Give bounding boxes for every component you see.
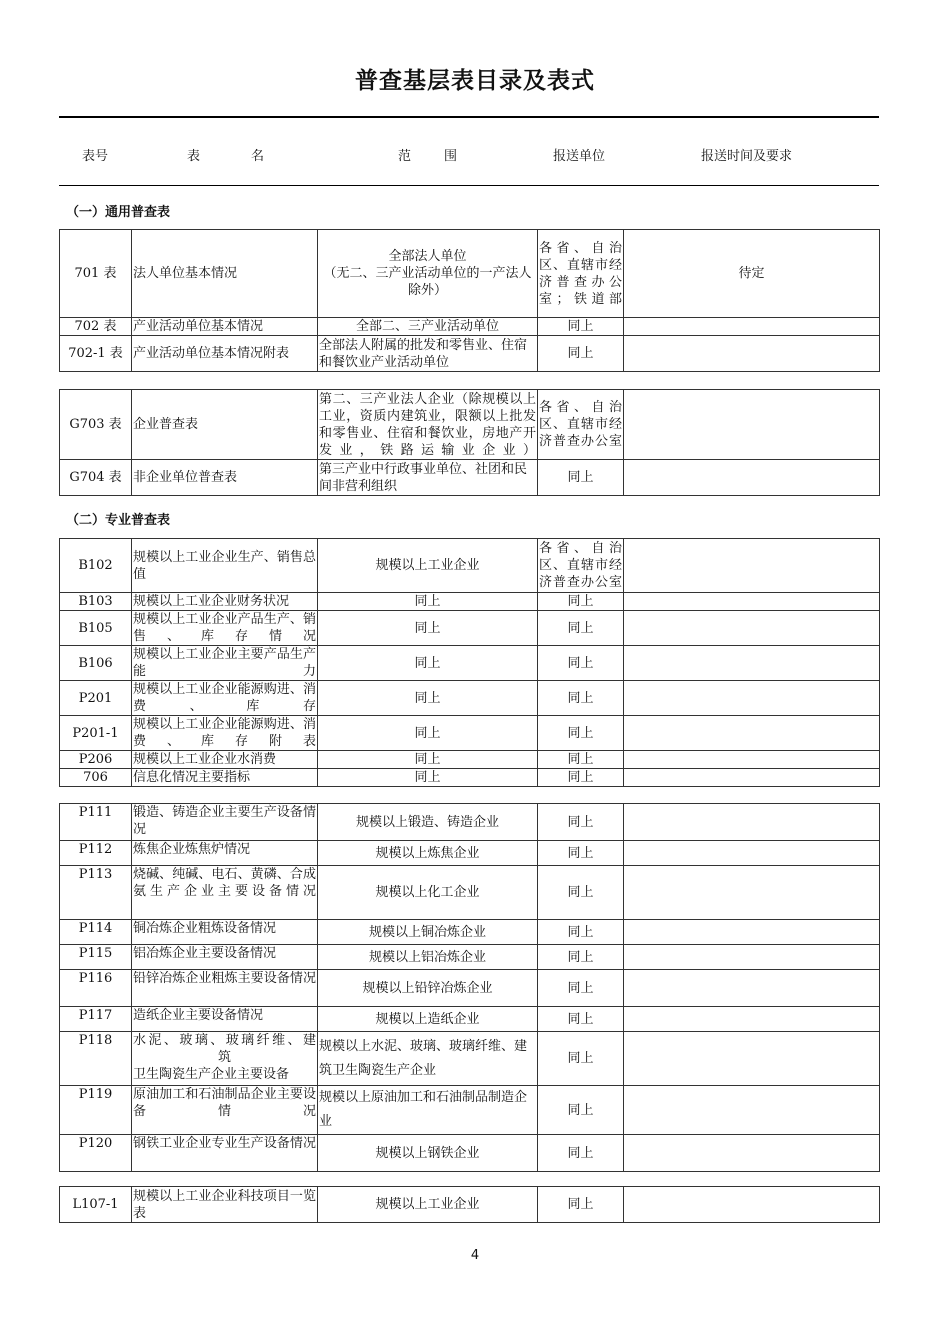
table-row — [60, 1007, 880, 1032]
table-row — [60, 539, 880, 593]
submit-unit-cell: 同上 — [538, 1187, 624, 1223]
table-name-line: 卫生陶瓷生产企业主要设备 — [133, 1067, 290, 1082]
table-no-cell: 702 表 — [60, 318, 132, 336]
table-row — [60, 646, 880, 681]
table-no-cell: P117 — [60, 1007, 132, 1032]
submit-time-cell: 待定 — [624, 230, 880, 318]
header-scope-2: 围 — [444, 149, 458, 164]
table-no-cell: B103 — [60, 593, 132, 611]
special-table-group-c — [59, 538, 880, 787]
submit-unit-cell: 同上 — [538, 945, 624, 970]
table-row — [60, 866, 880, 920]
table-name-cell: 规模以上工业企业生产、销售总值 — [132, 539, 318, 593]
table-no-cell: P120 — [60, 1135, 132, 1172]
submit-time-cell — [624, 1086, 880, 1135]
table-row — [60, 336, 880, 372]
submit-time-cell — [624, 593, 880, 611]
submit-unit-cell: 同上 — [538, 593, 624, 611]
scope-cell: 全部法人附属的批发和零售业、住宿和餐饮业产业活动单位 — [318, 336, 538, 372]
table-name-cell — [132, 1032, 318, 1086]
submit-time-cell — [624, 866, 880, 920]
table-row — [60, 970, 880, 1007]
submit-time-cell — [624, 318, 880, 336]
scope-cell: 第三产业中行政事业单位、社团和民间非营利组织 — [318, 460, 538, 496]
table-name-cell: 锻造、铸造企业主要生产设备情况 — [132, 804, 318, 841]
general-table-group-b — [59, 389, 880, 496]
table-name-cell: 规模以上工业企业能源购进、消费、库存 — [133, 682, 316, 714]
table-row — [60, 681, 880, 716]
scope-cell: 规模以上铅锌冶炼企业 — [318, 970, 538, 1007]
table-row — [60, 230, 880, 318]
table-row — [60, 1032, 880, 1086]
scope-cell: 规模以上工业企业 — [318, 539, 538, 593]
submit-time-cell — [624, 646, 880, 681]
submit-time-cell — [624, 945, 880, 970]
table-no-cell: P112 — [60, 841, 132, 866]
submit-unit-cell: 同上 — [538, 681, 624, 716]
submit-unit-cell: 各省、自治区、直辖市经济普查办公室 — [538, 539, 624, 593]
scope-cell: 同上 — [318, 751, 538, 769]
scope-cell: 规模以上炼焦企业 — [318, 841, 538, 866]
table-name-cell: 造纸企业主要设备情况 — [132, 1007, 318, 1032]
scope-cell: 同上 — [318, 646, 538, 681]
table-name-line: 筑 — [217, 1050, 231, 1065]
table-row — [60, 841, 880, 866]
table-row — [60, 920, 880, 945]
header-table-no: 表号 — [82, 149, 109, 164]
table-row — [60, 769, 880, 787]
table-name-cell: 铜冶炼企业粗炼设备情况 — [132, 920, 318, 945]
header-submit-time: 报送时间及要求 — [701, 149, 793, 164]
table-row — [60, 1187, 880, 1223]
scope-cell — [318, 230, 538, 318]
scope-cell: 同上 — [318, 769, 538, 787]
scope-cell: 规模以上水泥、玻璃、玻璃纤维、建筑卫生陶瓷生产企业 — [318, 1032, 538, 1086]
scope-cell: 规模以上造纸企业 — [318, 1007, 538, 1032]
submit-unit-cell: 同上 — [538, 970, 624, 1007]
table-name-cell: 炼焦企业炼焦炉情况 — [132, 841, 318, 866]
scope-cell: 规模以上铝冶炼企业 — [318, 945, 538, 970]
table-name-cell: 铅锌冶炼企业粗炼主要设备情况 — [132, 970, 318, 1007]
header-rule — [59, 185, 879, 186]
submit-unit-cell: 同上 — [538, 1135, 624, 1172]
table-no-cell: P201-1 — [60, 716, 132, 751]
section-special-heading: （二）专业普查表 — [66, 513, 171, 528]
table-no-cell: P114 — [60, 920, 132, 945]
table-name-cell: 规模以上工业企业能源购进、消费、库存附表 — [133, 717, 316, 749]
header-table-name-2: 名 — [251, 149, 265, 164]
submit-unit-cell: 同上 — [538, 336, 624, 372]
table-row — [60, 1135, 880, 1172]
submit-time-cell — [624, 460, 880, 496]
table-row — [60, 716, 880, 751]
table-no-cell: P118 — [60, 1032, 132, 1086]
submit-unit-cell: 同上 — [538, 1007, 624, 1032]
table-no-cell: B106 — [60, 646, 132, 681]
submit-unit-cell: 同上 — [538, 841, 624, 866]
table-no-cell: B105 — [60, 611, 132, 646]
table-no-cell: L107-1 — [60, 1187, 132, 1223]
table-name-cell: 规模以上工业企业主要产品生产能力 — [133, 647, 316, 679]
table-name-cell: 企业普查表 — [132, 390, 318, 460]
submit-unit-cell: 同上 — [538, 646, 624, 681]
scope-cell: 同上 — [318, 681, 538, 716]
submit-time-cell — [624, 920, 880, 945]
submit-time-cell — [624, 716, 880, 751]
table-name-cell: 铝冶炼企业主要设备情况 — [132, 945, 318, 970]
submit-time-cell — [624, 1032, 880, 1086]
table-no-cell: P119 — [60, 1086, 132, 1135]
table-row — [60, 1086, 880, 1135]
table-no-cell: G704 表 — [60, 460, 132, 496]
table-no-cell: P113 — [60, 866, 132, 920]
table-no-cell: 706 — [60, 769, 132, 787]
table-name-cell: 规模以上工业企业水消费 — [132, 751, 318, 769]
table-row — [60, 945, 880, 970]
scope-cell: 规模以上铜冶炼企业 — [318, 920, 538, 945]
table-name-line: 水泥、玻璃、玻璃纤维、建 — [133, 1033, 316, 1048]
table-name-cell: 规模以上工业企业科技项目一览表 — [133, 1188, 316, 1221]
table-no-cell: P201 — [60, 681, 132, 716]
scope-cell: 规模以上原油加工和石油制品制造企业 — [318, 1086, 538, 1135]
table-name-cell: 钢铁工业企业专业生产设备情况 — [132, 1135, 318, 1172]
scope-cell: 规模以上锻造、铸造企业 — [318, 804, 538, 841]
section-general-heading: （一）通用普查表 — [66, 205, 171, 220]
submit-unit-cell: 各省、自治区、直辖市经济普查办公室；铁道部 — [538, 230, 624, 318]
submit-time-cell — [624, 1007, 880, 1032]
scope-line: （无二、三产业活动单位的一产法人除外） — [323, 266, 532, 298]
submit-unit-cell: 同上 — [538, 460, 624, 496]
page-number: 4 — [470, 1248, 480, 1263]
table-no-cell: G703 表 — [60, 390, 132, 460]
header-table-name-1: 表 — [187, 149, 201, 164]
submit-unit-cell: 同上 — [538, 866, 624, 920]
table-name-cell: 法人单位基本情况 — [132, 230, 318, 318]
scope-cell: 全部二、三产业活动单位 — [318, 318, 538, 336]
submit-time-cell — [624, 1187, 880, 1223]
table-no-cell: 701 表 — [60, 230, 132, 318]
table-name-cell: 规模以上工业企业财务状况 — [132, 593, 318, 611]
table-row — [60, 460, 880, 496]
table-name-cell: 规模以上工业企业产品生产、销售、库存情况 — [133, 612, 316, 644]
special-table-group-d — [59, 803, 880, 1172]
submit-time-cell — [624, 751, 880, 769]
scope-line: 全部法人单位 — [388, 249, 467, 264]
submit-unit-cell: 同上 — [538, 611, 624, 646]
submit-unit-cell: 同上 — [538, 804, 624, 841]
scope-cell: 规模以上钢铁企业 — [318, 1135, 538, 1172]
title-rule — [59, 116, 879, 118]
submit-time-cell — [624, 611, 880, 646]
submit-unit-cell: 同上 — [538, 318, 624, 336]
scope-cell: 同上 — [318, 593, 538, 611]
header-scope-1: 范 — [398, 149, 412, 164]
table-no-cell: P206 — [60, 751, 132, 769]
scope-cell: 第二、三产业法人企业（除规模以上工业，资质内建筑业，限额以上批发和零售业、住宿和餐饮业，房地产开发业，铁路运输业企业） — [319, 391, 536, 458]
submit-time-cell — [624, 769, 880, 787]
table-no-cell: P115 — [60, 945, 132, 970]
submit-time-cell — [624, 539, 880, 593]
table-name-cell: 烧碱、纯碱、电石、黄磷、合成氨生产企业主要设备情况 — [132, 866, 318, 920]
submit-unit-cell: 同上 — [538, 1032, 624, 1086]
table-no-cell: B102 — [60, 539, 132, 593]
table-row — [60, 318, 880, 336]
table-row — [60, 390, 880, 460]
submit-unit-cell: 同上 — [538, 716, 624, 751]
submit-time-cell — [624, 336, 880, 372]
submit-unit-cell: 同上 — [538, 1086, 624, 1135]
table-no-cell: 702-1 表 — [60, 336, 132, 372]
table-name-cell: 原油加工和石油制品企业主要设备情况 — [132, 1086, 318, 1135]
submit-time-cell — [624, 841, 880, 866]
table-row — [60, 804, 880, 841]
page-title: 普查基层表目录及表式 — [355, 68, 595, 94]
submit-unit-cell: 各省、自治区、直辖市经济普查办公室 — [538, 390, 624, 460]
table-row — [60, 611, 880, 646]
submit-unit-cell: 同上 — [538, 769, 624, 787]
header-submit-unit: 报送单位 — [553, 149, 606, 164]
table-name-cell: 非企业单位普查表 — [132, 460, 318, 496]
submit-time-cell — [624, 390, 880, 460]
submit-time-cell — [624, 1135, 880, 1172]
scope-cell: 规模以上工业企业 — [318, 1187, 538, 1223]
scope-cell: 同上 — [318, 716, 538, 751]
table-name-cell: 产业活动单位基本情况 — [132, 318, 318, 336]
table-name-cell: 产业活动单位基本情况附表 — [132, 336, 318, 372]
table-row — [60, 751, 880, 769]
table-no-cell: P111 — [60, 804, 132, 841]
submit-unit-cell: 同上 — [538, 920, 624, 945]
table-row — [60, 593, 880, 611]
submit-unit-cell: 同上 — [538, 751, 624, 769]
submit-time-cell — [624, 804, 880, 841]
table-no-cell: P116 — [60, 970, 132, 1007]
scope-cell: 同上 — [318, 611, 538, 646]
general-table-group-a — [59, 229, 880, 372]
table-name-cell: 信息化情况主要指标 — [132, 769, 318, 787]
submit-time-cell — [624, 970, 880, 1007]
special-table-group-e — [59, 1186, 880, 1223]
scope-cell: 规模以上化工企业 — [318, 866, 538, 920]
submit-time-cell — [624, 681, 880, 716]
